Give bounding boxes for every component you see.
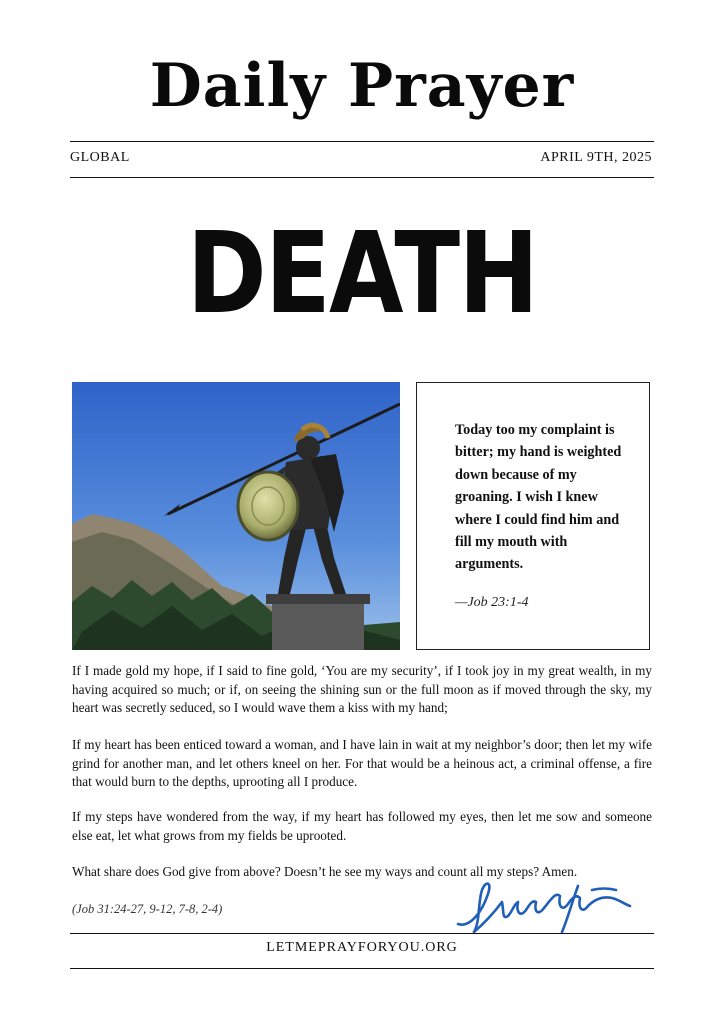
handwritten-signature xyxy=(452,872,632,947)
footer-bottom-divider xyxy=(70,968,654,969)
masthead-title: Daily Prayer xyxy=(149,51,575,121)
quote-box xyxy=(416,382,650,650)
footer-url[interactable]: LETMEPRAYFORYOU.ORG xyxy=(266,940,458,955)
scripture-citation: (Job 31:24-27, 9-12, 7-8, 2-4) xyxy=(72,902,223,916)
headline: DEATH xyxy=(186,209,538,339)
body-paragraph-3: If my steps have wondered from the way, if my heart has followed my eyes, then let me sow and someone else eat, let what grows from my fields be uprooted. xyxy=(72,809,652,843)
body-paragraph-4: What share does God give from above? Doesn’t he see my ways and count all my steps? Amen. xyxy=(72,864,578,879)
region-label: GLOBAL xyxy=(70,150,130,165)
quote-reference: —Job 23:1-4 xyxy=(455,595,529,610)
top-divider xyxy=(70,141,654,142)
meta-divider xyxy=(70,177,654,178)
body-paragraph-2: If my heart has been enticed toward a woman, and I have lain in wait at my neighbor’s door; then let my wife grind for another man, and let others kneel on her. For that would be a heinous act, a criminal offense, a fire that would burn to the depths, uprooting all I produce. xyxy=(72,737,652,790)
date-label: APRIL 9TH, 2025 xyxy=(540,150,652,165)
body-paragraph-1: If I made gold my hope, if I said to fine gold, ‘You are my security’, if I took joy in my great wealth, in my having acquired so much; or if, on seeing the shining sun or the full moon as if moved through the sky, my heart was secretly seduced, so I would wave them a kiss with my hand; xyxy=(72,663,652,716)
quote-text: Today too my complaint is bitter; my hand is weighted down because of my groaning. I wish I knew where I could find him and fill my mouth with arguments. xyxy=(455,422,622,573)
footer-top-divider xyxy=(70,933,654,934)
spartan-statue-photo xyxy=(72,382,400,650)
